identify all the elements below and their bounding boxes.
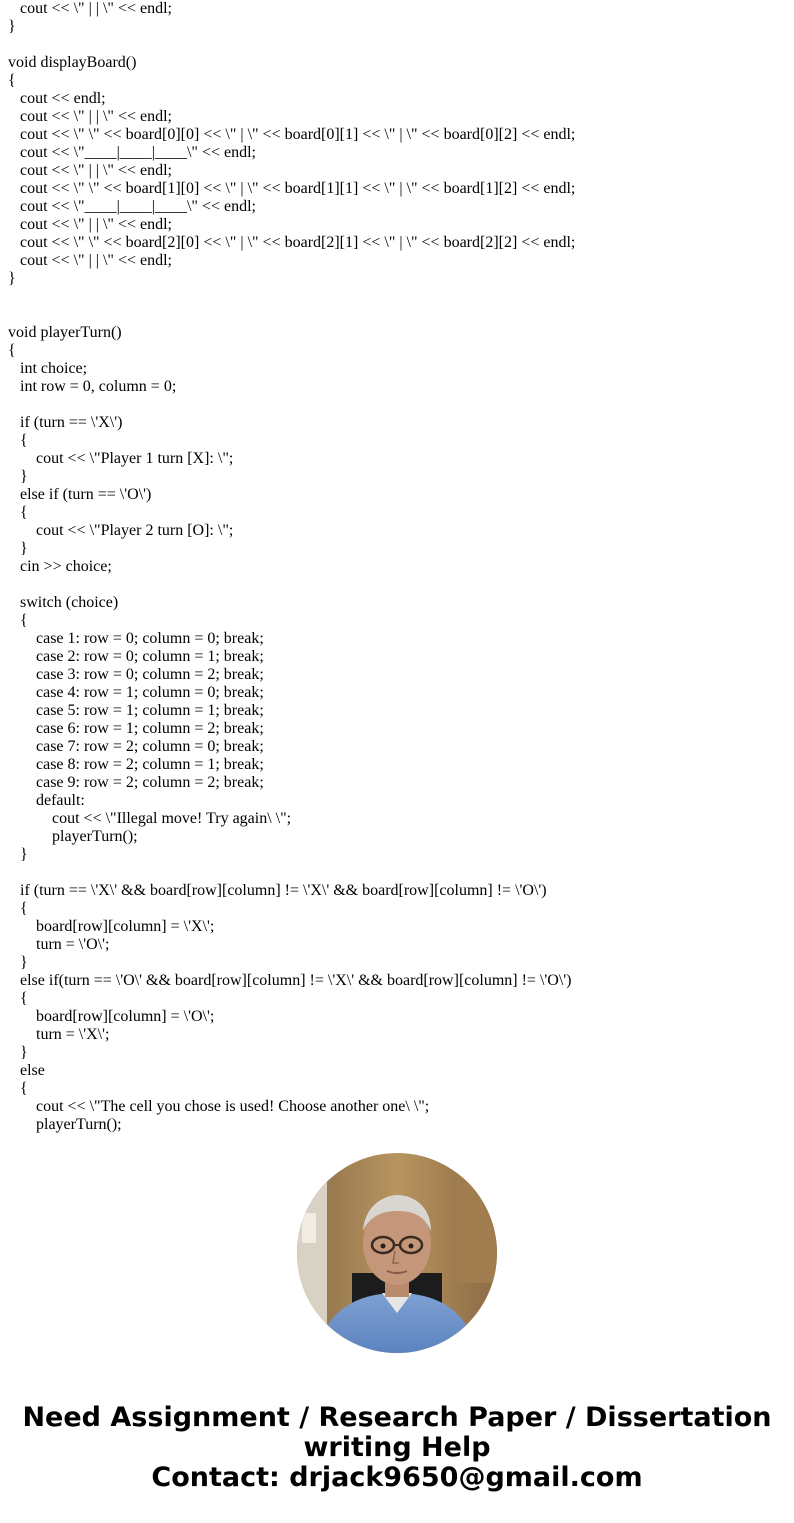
code-line: }: [8, 270, 16, 287]
code-line: cout << \"Illegal move! Try again\ \";: [8, 810, 292, 827]
code-line: cout << \" \" << board[2][0] << \" | \" << board[2][1] << \" | \" << board[2][2] << endl;: [8, 234, 576, 251]
code-line: if (turn == \'X\'): [8, 414, 123, 431]
code-line: cout << \" \" << board[1][0] << \" | \" << board[1][1] << \" | \" << board[1][2] << endl;: [8, 180, 576, 197]
code-line: case 2: row = 0; column = 1; break;: [8, 648, 264, 665]
footer-line-2: writing Help: [303, 1432, 491, 1463]
code-line: cout << \" | | \" << endl;: [8, 162, 172, 179]
code-line: [8, 36, 788, 54]
footer-contact-email: Contact: drjack9650@gmail.com: [151, 1462, 643, 1493]
footer-line-1: Need Assignment / Research Paper / Dissertation: [22, 1402, 772, 1433]
code-line: else if(turn == \'O\' && board[row][column] != \'X\' && board[row][column] != \'O\'): [8, 972, 572, 989]
code-line: case 6: row = 1; column = 2; break;: [8, 720, 264, 737]
code-line: cout << \" | | \" << endl;: [8, 0, 172, 17]
code-line: }: [8, 18, 16, 35]
code-line: cout << \" | | \" << endl;: [8, 216, 172, 233]
code-line: {: [8, 612, 28, 629]
author-photo: [297, 1153, 497, 1353]
code-line: if (turn == \'X\' && board[row][column] != \'X\' && board[row][column] != \'O\'): [8, 882, 547, 899]
code-line: case 4: row = 1; column = 0; break;: [8, 684, 264, 701]
code-line: }: [8, 1044, 28, 1061]
code-line: turn = \'X\';: [8, 1026, 110, 1043]
code-listing: [8, 0, 788, 1134]
code-line: int choice;: [8, 360, 88, 377]
code-line: case 1: row = 0; column = 0; break;: [8, 630, 264, 647]
code-line: }: [8, 954, 28, 971]
code-line: board[row][column] = \'X\';: [8, 918, 215, 935]
person-portrait-icon: [297, 1153, 497, 1353]
code-line: turn = \'O\';: [8, 936, 110, 953]
code-line: cout << \"Player 1 turn [X]: \";: [8, 450, 234, 467]
code-line: [8, 306, 788, 324]
code-line: cout << endl;: [8, 90, 106, 107]
code-line: case 7: row = 2; column = 0; break;: [8, 738, 264, 755]
code-line: {: [8, 1080, 28, 1097]
code-line: default:: [8, 792, 85, 809]
code-line: playerTurn();: [8, 1116, 122, 1133]
code-line: }: [8, 468, 28, 485]
code-line: case 8: row = 2; column = 1; break;: [8, 756, 264, 773]
code-line: {: [8, 432, 28, 449]
code-line: void playerTurn(): [8, 324, 122, 341]
code-line: int row = 0, column = 0;: [8, 378, 177, 395]
code-line: board[row][column] = \'O\';: [8, 1008, 215, 1025]
code-line: {: [8, 900, 28, 917]
code-line: [8, 288, 788, 306]
code-line: cout << \"The cell you chose is used! Choose another one\ \";: [8, 1098, 430, 1115]
code-line: {: [8, 72, 16, 89]
code-line: {: [8, 990, 28, 1007]
code-line: {: [8, 342, 16, 359]
code-line: cout << \"____|____|____\" << endl;: [8, 144, 256, 161]
code-line: case 3: row = 0; column = 2; break;: [8, 666, 264, 683]
contact-footer: [0, 1403, 794, 1493]
code-line: {: [8, 504, 28, 521]
code-line: }: [8, 846, 28, 863]
code-line: else: [8, 1062, 45, 1079]
code-line: }: [8, 540, 28, 557]
code-line: cout << \" | | \" << endl;: [8, 108, 172, 125]
code-line: switch (choice): [8, 594, 119, 611]
code-line: case 5: row = 1; column = 1; break;: [8, 702, 264, 719]
code-line: [8, 576, 788, 594]
code-line: cout << \" \" << board[0][0] << \" | \" << board[0][1] << \" | \" << board[0][2] << endl;: [8, 126, 576, 143]
code-line: [8, 864, 788, 882]
code-line: else if (turn == \'O\'): [8, 486, 152, 503]
code-line: playerTurn();: [8, 828, 138, 845]
code-line: cout << \" | | \" << endl;: [8, 252, 172, 269]
code-line: cin >> choice;: [8, 558, 112, 575]
code-line: [8, 396, 788, 414]
code-line: void displayBoard(): [8, 54, 137, 71]
code-line: case 9: row = 2; column = 2; break;: [8, 774, 264, 791]
code-line: cout << \"Player 2 turn [O]: \";: [8, 522, 234, 539]
code-line: cout << \"____|____|____\" << endl;: [8, 198, 256, 215]
